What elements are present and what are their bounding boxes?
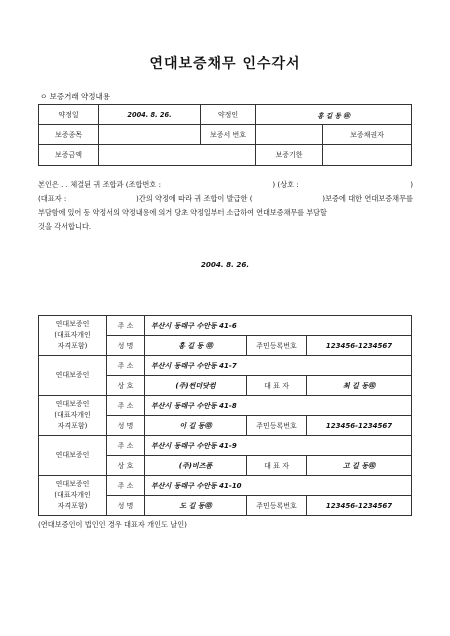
id-value[interactable]: 123456-1234567 [307,336,412,356]
guarantee-period-value[interactable] [323,145,412,166]
name-label: 상 호 [107,456,145,476]
address-value[interactable]: 부산시 동래구 수안동 41-9 [145,436,412,456]
guarantee-amount-label: 보증금액 [39,145,99,166]
line1-c: ) [410,180,413,189]
address-value[interactable]: 부산시 동래구 수안동 41-7 [145,356,412,376]
name-value[interactable]: 이 길 동㊞ [145,416,247,436]
line4: 것을 각서합니다. [38,222,92,231]
address-label: 주 소 [107,476,145,496]
id-value[interactable]: 123456-1234567 [307,496,412,516]
address-value[interactable]: 부산시 동래구 수안동 41-10 [145,476,412,496]
guarantor-type: 연대보증인 [39,356,107,396]
name-value[interactable]: 홍 길 동 ㊞ [145,336,247,356]
guarantor-row [39,356,412,376]
guarantor-type: 연대보증인 (대표자개인 자격포함) [39,316,107,356]
section-heading: ㅇ 보증거래 약정내용 [40,92,110,101]
id-value[interactable]: 최 길 동㊞ [307,376,412,396]
guarantee-type-value[interactable] [99,125,201,145]
guarantor-type: 연대보증인 [39,436,107,476]
id-label: 주민등록번호 [247,336,307,356]
name-label: 성 명 [107,416,145,436]
guarantee-period-label: 보증기한 [256,145,323,166]
date-value[interactable]: 2004. 8. 26. [99,105,201,125]
guarantor-row [39,316,412,336]
address-value[interactable]: 부산시 동래구 수안동 41-6 [145,316,412,336]
guarantor-row [39,476,412,496]
promisor-label: 약정인 [201,105,256,125]
guarantee-no-label: 보증서 번호 [201,125,256,145]
document-title: 연대보증채무 인수각서 [149,56,301,72]
address-label: 주 소 [107,316,145,336]
line1-b: ) (상호 : [272,180,299,189]
name-value[interactable]: (주)썬더닷컴 [145,376,247,396]
guarantor-type: 연대보증인 (대표자개인 자격포함) [39,396,107,436]
footnote: (연대보증인이 법인인 경우 대표자 개인도 날인) [38,520,187,529]
guarantor-type: 연대보증인 (대표자개인 자격포함) [39,476,107,516]
name-label: 성 명 [107,336,145,356]
name-label: 상 호 [107,376,145,396]
contract-table [38,104,412,166]
id-label: 주민등록번호 [247,416,307,436]
guarantor-row [39,436,412,456]
name-value[interactable]: 도 길 동㊞ [145,496,247,516]
sign-date: 2004. 8. 26. [200,260,250,269]
guarantor-row [39,396,412,416]
id-label: 대 표 자 [247,376,307,396]
name-label: 성 명 [107,496,145,516]
line3: 부담함에 있어 동 약정서의 약정내용에 의거 당초 약정일부터 소급하여 연대보증채무를 부담할 [38,208,327,217]
id-label: 대 표 자 [247,456,307,476]
name-value[interactable]: (주)비즈폼 [145,456,247,476]
guarantee-type-label: 보증종목 [39,125,99,145]
address-label: 주 소 [107,436,145,456]
id-value[interactable]: 고 길 동㊞ [307,456,412,476]
guarantors-table [38,315,412,516]
line2-b: )간의 약정에 따라 귀 조합이 발급한 ( [136,194,253,203]
id-value[interactable]: 123456-1234567 [307,416,412,436]
promisor-value[interactable]: 홍 길 동 ㊞ [256,105,412,125]
guarantee-amount-value[interactable] [99,145,256,166]
line1-a: 본인은 . . 체결된 귀 조합과 (조합번호 : [38,180,161,189]
address-label: 주 소 [107,396,145,416]
line2-a: (대표자 : [38,194,67,203]
id-label: 주민등록번호 [247,496,307,516]
line2-c: )보증에 대한 연대보증채무를 [322,194,413,203]
address-label: 주 소 [107,356,145,376]
date-label: 약정일 [39,105,99,125]
guarantee-no-value[interactable] [256,125,323,145]
declaration-paragraph [38,178,413,234]
address-value[interactable]: 부산시 동래구 수안동 41-8 [145,396,412,416]
guarantee-creditor-label: 보증채권자 [323,125,412,145]
